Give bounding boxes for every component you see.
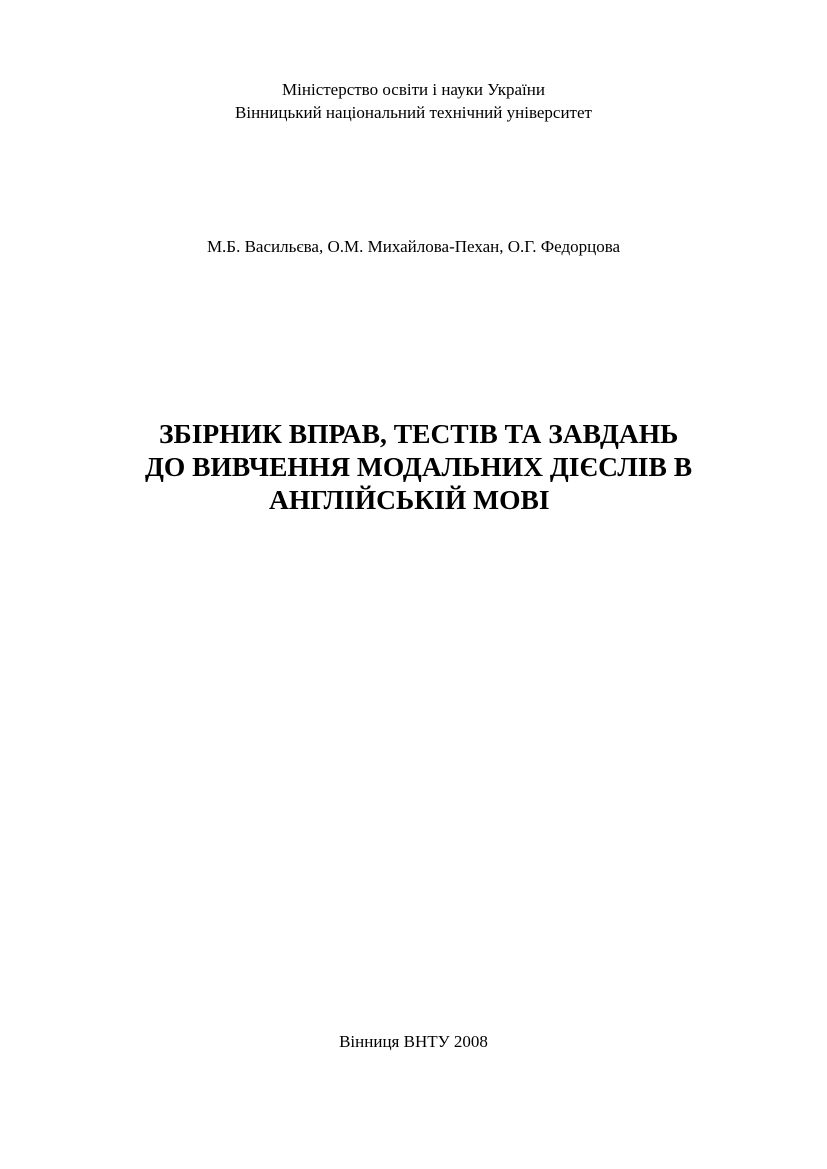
- title-line-1: ЗБІРНИК ВПРАВ, ТЕСТІВ ТА ЗАВДАНЬ: [159, 418, 679, 449]
- ministry-name: Міністерство освіти і науки України: [282, 80, 545, 99]
- document-title: [130, 417, 715, 516]
- title-line-2: ДО ВИВЧЕННЯ МОДАЛЬНИХ ДІЄСЛІВ В: [145, 451, 693, 482]
- imprint-footer: Вінниця ВНТУ 2008: [339, 1032, 488, 1051]
- institution-header: [0, 78, 827, 124]
- authors-line: М.Б. Васильєва, О.М. Михайлова-Пехан, О.Г. Федорцова: [206, 237, 621, 256]
- university-name: Вінницький національний технічний університет: [235, 103, 592, 122]
- title-line-3: АНГЛІЙСЬКІЙ МОВІ: [269, 484, 550, 515]
